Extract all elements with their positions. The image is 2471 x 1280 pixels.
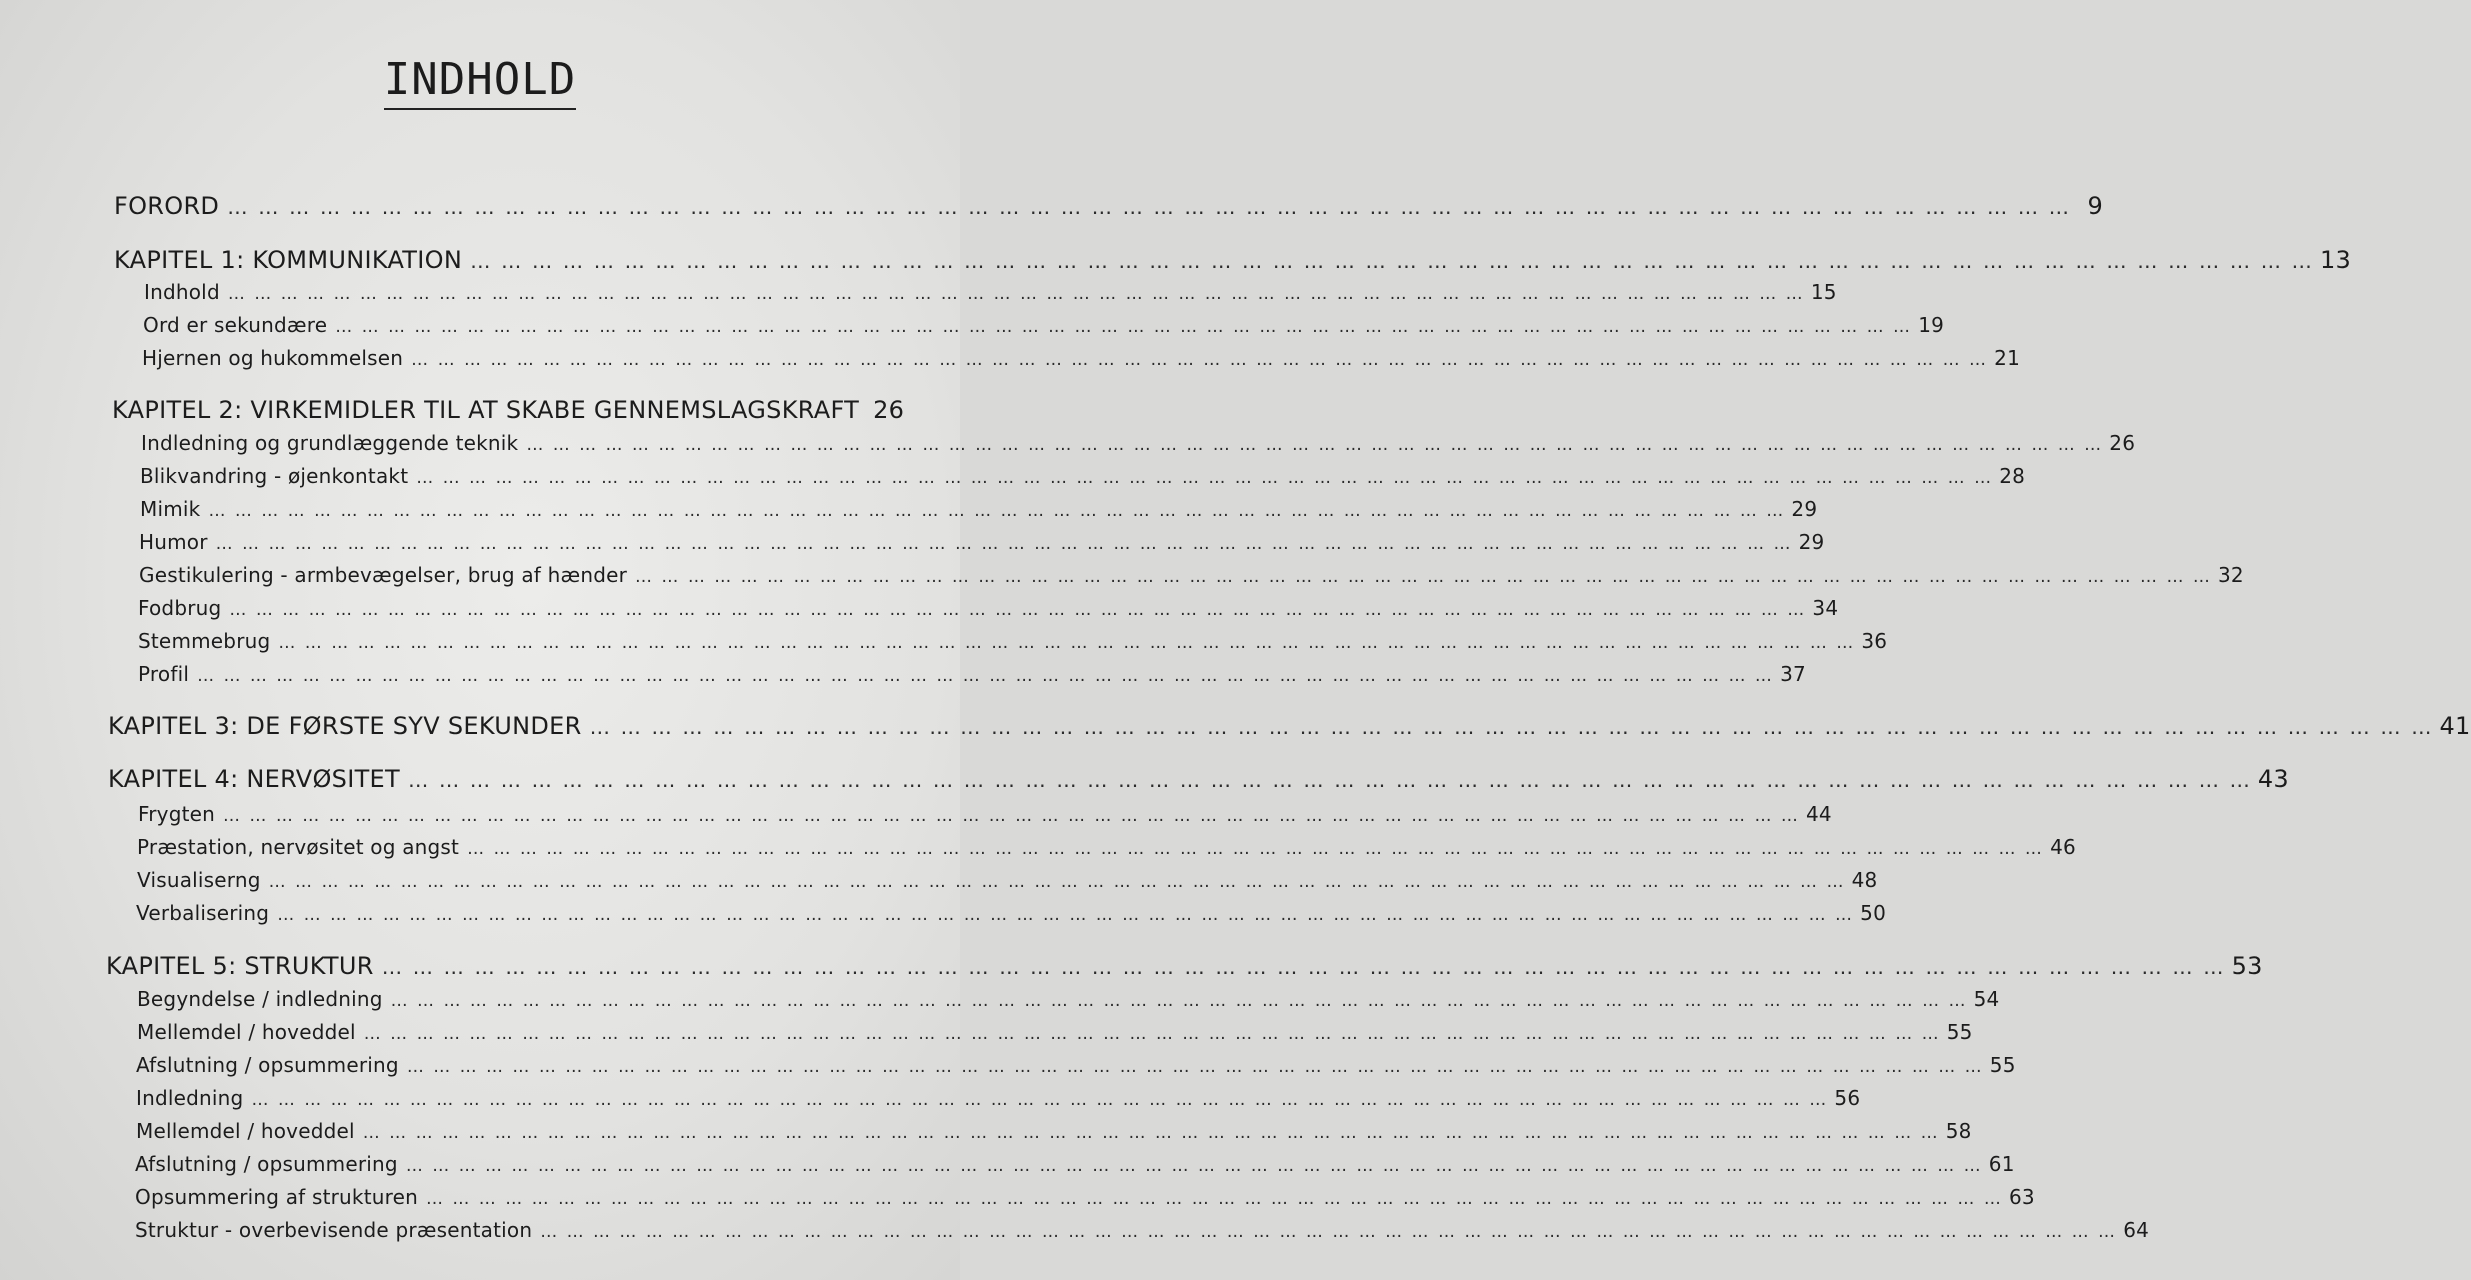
toc-entry-label: Ord er sekundære — [143, 313, 328, 337]
toc-entry-label: KAPITEL 3: DE FØRSTE SYV SEKUNDER — [108, 712, 582, 740]
dot-leader: … … … … … … … … … … … … … … … … … … … … … … … … … … … … … … … … … … … … … … … … … … … … … … … … … … … … … … … … … … … … — [197, 666, 1774, 686]
toc-page-number: 36 — [1861, 629, 1888, 653]
toc-section-entry — [143, 313, 1945, 337]
dot-leader: … … … … … … … … … … … … … … … … … … … … … … … … … … … … … … … … … … … … … … … … … … … … … … … … … … … … … … … … … … … … — [229, 600, 1807, 620]
toc-section-entry — [140, 464, 2026, 488]
toc-page-number: 29 — [1798, 530, 1825, 554]
toc-entry-label: Indledning og grundlæggende teknik — [141, 431, 519, 455]
toc-entry-label: KAPITEL 2: VIRKEMIDLER TIL AT SKABE GENNEMSLAGSKRAFT — [112, 396, 860, 424]
dot-leader: … … … … … … … … … … … … … … … … … … … … … … … … … … … … … … … … … … … … … … … … … … … … … … … … … … … … … … … … … … … … — [278, 633, 1856, 653]
dot-leader: … … … … … … … … … … … … … … … … … … … … … … … … … … … … … … … … … … … … … … … … … … … … … … … … … … … … … … … … … … … … — [381, 955, 2226, 979]
toc-page-number: 58 — [1945, 1119, 1972, 1143]
toc-section-entry — [136, 1086, 1861, 1110]
toc-page-number: 9 — [2087, 192, 2104, 220]
toc-entry-label: Stemmebrug — [138, 629, 271, 653]
toc-chapter-entry — [108, 765, 2289, 793]
dot-leader: … … … … … … … … … … … … … … … … … … … … … … … … … … … … … … … … … … … … … … … … … … … … … … … … … … … … … … … … … … … … — [251, 1090, 1829, 1110]
toc-entry-label: Visualiserng — [137, 868, 261, 892]
toc-entry-label: Hjernen og hukommelsen — [142, 346, 404, 370]
dot-leader: … … … … … … … … … … … … … … … … … … … … … … … … … … … … … … … … … … … … … … … … … … … … … … … … … … … … … … … … … … … … — [268, 872, 1846, 892]
toc-page-number: 34 — [1812, 596, 1839, 620]
toc-chapter-entry — [108, 712, 2471, 740]
toc-page-number: 54 — [1973, 987, 2000, 1011]
toc-page-number: 41 — [2439, 712, 2471, 740]
toc-entry-label: Præstation, nervøsitet og angst — [137, 835, 460, 859]
toc-entry-label: Struktur - overbevisende præsentation — [135, 1218, 533, 1242]
dot-leader: … … … … … … … … … … … … … … … … … … … … … … … … … … … … … … … … … … … … … … … … … … … … … … … … … … … … … … … … … … … … — [470, 249, 2314, 273]
dot-leader: … … … … … … … … … … … … … … … … … … … … … … … … … … … … … … … … … … … … … … … … … … … … … … … … … … … … … … … … … … … … — [526, 435, 2104, 455]
toc-section-entry — [141, 431, 2136, 455]
dot-leader: … … … … … … … … … … … … … … … … … … … … … … … … … … … … … … … … … … … … … … … … … … … … … … … … … … … … … … … … … … … … — [208, 501, 1786, 521]
toc-page-number: 43 — [2257, 765, 2289, 793]
dot-leader: … … … … … … … … … … … … … … … … … … … … … … … … … … … … … … … … … … … … … … … … … … … … … … … … … … … … … … … … … … … … — [540, 1222, 2118, 1242]
dot-leader: … … … … … … … … … … … … … … … … … … … … … … … … … … … … … … … … … … … … … … … … … … … … … … … … … … … … … … … … … … … … — [407, 768, 2252, 792]
page-title: INDHOLD — [384, 56, 576, 110]
toc-page-number: 55 — [1946, 1020, 1973, 1044]
toc-section-entry — [140, 497, 1818, 521]
toc-section-entry — [142, 346, 2020, 370]
toc-page-number: 26 — [873, 396, 905, 424]
page-title-block — [0, 56, 960, 110]
dot-leader: … … … … … … … … … … … … … … … … … … … … … … … … … … … … … … … … … … … … … … … … … … … … … … … … … … … … … … … … … … … … — [589, 715, 2434, 739]
toc-page-number: 53 — [2231, 952, 2263, 980]
toc-section-entry — [137, 868, 1878, 892]
toc-entry-label: Begyndelse / indledning — [137, 987, 383, 1011]
dot-leader: … … … … … … … … … … … … … … … … … … … … … … … … … … … … … … … … … … … … … … … … … … … … … … … … … … … … … … … … … … … … — [277, 905, 1855, 925]
toc-section-entry — [138, 629, 1888, 653]
toc-entry-label: Opsummering af strukturen — [135, 1185, 418, 1209]
toc-page-number: 64 — [2123, 1218, 2150, 1242]
toc-entry-label: Indhold — [144, 280, 220, 304]
toc-entry-label: Profil — [138, 662, 190, 686]
dot-leader: … … … … … … … … … … … … … … … … … … … … … … … … … … … … … … … … … … … … … … … … … … … … … … … … … … … … … … … … … … … … — [411, 350, 1988, 370]
toc-entry-label: Blikvandring - øjenkontakt — [140, 464, 409, 488]
toc-entry-label: Frygten — [138, 802, 216, 826]
dot-leader: … … … … … … … … … … … … … … … … … … … … … … … … … … … … … … … … … … … … … … … … … … … … … … … … … … … … … … … … … … … … — [335, 317, 1913, 337]
toc-section-entry — [137, 835, 2076, 859]
toc-page-number: 26 — [2109, 431, 2136, 455]
toc-section-entry — [135, 1218, 2150, 1242]
toc-page-number: 37 — [1780, 662, 1806, 686]
toc-section-entry — [136, 1119, 1972, 1143]
toc-page-number: 63 — [2008, 1185, 2035, 1209]
dot-leader: … … … … … … … … … … … … … … … … … … … … … … … … … … … … … … … … … … … … … … … … … … … … … … … … … … … … … … … … … … … … — [362, 1123, 1940, 1143]
dot-leader: … … … … … … … … … … … … … … … … … … … … … … … … … … … … … … … … … … … … … … … … … … … … … … … … … … … … … … … … … … … … — [215, 534, 1793, 554]
toc-page-number: 61 — [1988, 1152, 2015, 1176]
toc-section-entry — [135, 1152, 2015, 1176]
toc-entry-label: Gestikulering - armbevægelser, brug af hænder — [139, 563, 628, 587]
toc-page-number: 19 — [1918, 313, 1945, 337]
toc-section-entry — [139, 530, 1825, 554]
toc-chapter-entry — [106, 952, 2263, 980]
toc-page-number: 44 — [1806, 802, 1832, 826]
toc-page-number: 55 — [1989, 1053, 2016, 1077]
toc-page-number: 50 — [1860, 901, 1887, 925]
toc-page-number: 15 — [1810, 280, 1837, 304]
toc-section-entry — [139, 563, 2244, 587]
toc-entry-label: Verbalisering — [136, 901, 270, 925]
toc-section-entry — [136, 901, 1887, 925]
toc-chapter-entry — [112, 396, 905, 424]
toc-entry-label: KAPITEL 4: NERVØSITET — [108, 765, 400, 793]
toc-entry-label: FORORD — [114, 192, 220, 220]
toc-section-entry — [136, 1053, 2016, 1077]
toc-section-entry — [137, 987, 2000, 1011]
dot-leader: … … … … … … … … … … … … … … … … … … … … … … … … … … … … … … … … … … … … … … … … … … … … … … … … … … … … … … … … … … … … — [227, 195, 2072, 219]
toc-page-number: 46 — [2050, 835, 2076, 859]
dot-leader: … … … … … … … … … … … … … … … … … … … … … … … … … … … … … … … … … … … … … … … … … … … … … … … … … … … … … … … … … … … … — [426, 1189, 2003, 1209]
toc-entry-label: Mellemdel / hoveddel — [137, 1020, 356, 1044]
toc-chapter-entry — [114, 246, 2352, 274]
toc-section-entry — [138, 802, 1832, 826]
toc-chapter-entry — [114, 192, 2104, 220]
dot-leader: … … … … … … … … … … … … … … … … … … … … … … … … … … … … … … … … … … … … … … … … … … … … … … … … … … … … … … … … … … … … — [467, 839, 2044, 859]
dot-leader: … … … … … … … … … … … … … … … … … … … … … … … … … … … … … … … … … … … … … … … … … … … … … … … … … … … … … … … … … … … … — [416, 468, 1994, 488]
toc-entry-label: Humor — [139, 530, 208, 554]
toc-entry-label: Mellemdel / hoveddel — [136, 1119, 355, 1143]
toc-section-entry — [138, 662, 1806, 686]
dot-leader: … … … … … … … … … … … … … … … … … … … … … … … … … … … … … … … … … … … … … … … … … … … … … … … … … … … … … … … … … … … … — [406, 1057, 1984, 1077]
dot-leader: … … … … … … … … … … … … … … … … … … … … … … … … … … … … … … … … … … … … … … … … … … … … … … … … … … … … … … … … … … … … — [363, 1024, 1941, 1044]
dot-leader: … … … … … … … … … … … … … … … … … … … … … … … … … … … … … … … … … … … … … … … … … … … … … … … … … … … … … … … … … … … … — [223, 806, 1800, 826]
toc-entry-label: Fodbrug — [138, 596, 222, 620]
toc-section-entry — [144, 280, 1837, 304]
toc-entry-label: KAPITEL 1: KOMMUNIKATION — [114, 246, 463, 274]
toc-page-number: 56 — [1834, 1086, 1861, 1110]
toc-page-number: 48 — [1851, 868, 1878, 892]
toc-entry-label: Afslutning / opsummering — [136, 1053, 399, 1077]
toc-entry-label: Mimik — [140, 497, 201, 521]
dot-leader: … … … … … … … … … … … … … … … … … … … … … … … … … … … … … … … … … … … … … … … … … … … … … … … … … … … … … … … … … … … … — [635, 567, 2212, 587]
dot-leader: … … … … … … … … … … … … … … … … … … … … … … … … … … … … … … … … … … … … … … … … … … … … … … … … … … … … … … … … … … … … — [390, 991, 1968, 1011]
toc-page-number: 28 — [1999, 464, 2026, 488]
toc-section-entry — [138, 596, 1839, 620]
toc-page-number: 13 — [2319, 246, 2352, 274]
toc-section-entry — [137, 1020, 1973, 1044]
toc-entry-label: KAPITEL 5: STRUKTUR — [106, 952, 374, 980]
toc-entry-label: Afslutning / opsummering — [135, 1152, 398, 1176]
toc-entry-label: Indledning — [136, 1086, 244, 1110]
toc-section-entry — [135, 1185, 2035, 1209]
dot-leader: … … … … … … … … … … … … … … … … … … … … … … … … … … … … … … … … … … … … … … … … … … … … … … … … … … … … … … … … … … … … — [405, 1156, 1983, 1176]
toc-page-number: 21 — [1994, 346, 2020, 370]
toc-page-number: 32 — [2218, 563, 2244, 587]
dot-leader: … … … … … … … … … … … … … … … … … … … … … … … … … … … … … … … … … … … … … … … … … … … … … … … … … … … … … … … … … … … … — [227, 284, 1805, 304]
toc-page-number: 29 — [1791, 497, 1818, 521]
